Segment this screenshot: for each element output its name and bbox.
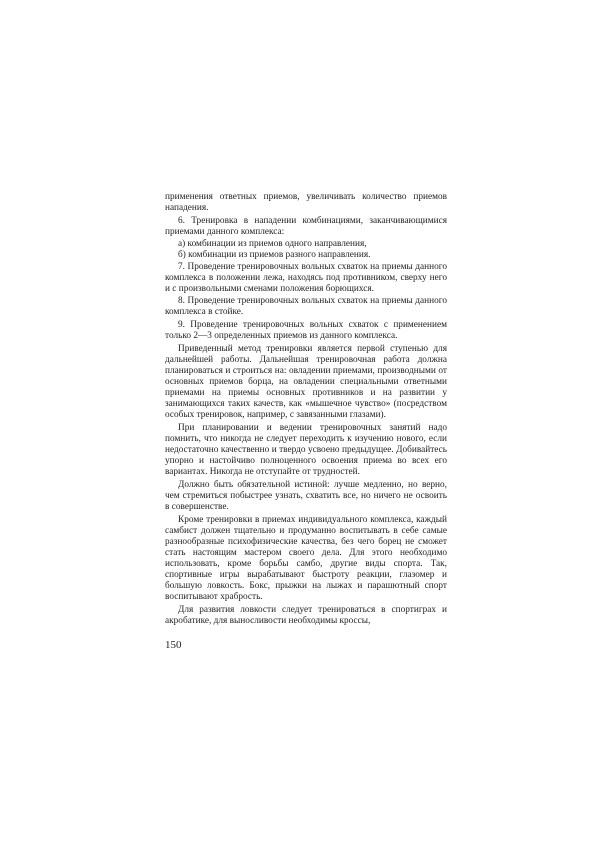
paragraph-continuation: применения ответных приемов, увеличивать количество приемов нападения. — [165, 192, 447, 214]
paragraph-agility: Для развития ловкости следует тренироваться в спортиграх и акробатике, для выносливости необходимы кроссы, — [165, 604, 447, 626]
paragraph-item-9: 9. Проведение тренировочных вольных схваток с применением только 2—3 определенных приемов из данного комплекса. — [165, 320, 447, 342]
paragraph-item-6a: а) комбинации из приемов одного направления, — [178, 239, 367, 250]
page-number: 150 — [165, 639, 182, 651]
paragraph-truth: Должно быть обязательной истиной: лучше медленно, но верно, чем стремиться побыстрее узнать, схватить все, но ничего не освоить в совершенстве. — [165, 479, 447, 513]
paragraph-planning: При планировании и ведении тренировочных занятий надо помнить, что никогда не следует переходить к изучению нового, если недостаточно качественно и твердо усвоено предыдущее. Добивайтесь упорно и настойчиво полноценного освоения приема во всех его вариантах. Никогда не отступайте от трудностей. — [165, 422, 447, 478]
paragraph-training-method: Приведенный метод тренировки является первой ступенью для дальнейшей работы. Дальнейшая тренировочная работа должна планироваться и строиться на: овладении приемами, производными от основных приемов борца, на овладении специальными ответными приемами на приемы основных противников и на развитии у занимающихся таких качеств, как «мышечное чувство» (посредством особых тренировок, например, с завязанными глазами). — [165, 343, 447, 421]
paragraph-item-8: 8. Проведение тренировочных вольных схваток на приемы данного комплекса в стойке. — [165, 296, 447, 318]
paragraph-item-7: 7. Проведение тренировочных вольных схваток на приемы данного комплекса в положении лежа, находясь под противником, сверху него и с произвольными сменами положения борющихся. — [165, 261, 447, 294]
paragraph-qualities: Кроме тренировки в приемах индивидуального комплекса, каждый самбист должен тщательно и продуманно воспитывать в себе самые разнообразные психофизические качества, без чего борец не сможет стать настоящим мастером своего дела. Для этого необходимо использовать, кроме борьбы самбо, другие виды спорта. Так, спортивные игры вырабатывают быстроту реакции, глазомер и большую ловкость. Бокс, прыжки на лыжах и парашютный спорт воспитывают храбрость. — [165, 514, 447, 603]
page-text-block — [165, 192, 447, 629]
paragraph-item-6: 6. Тренировка в нападении комбинациями, заканчивающимися приемами данного комплекса: — [165, 215, 447, 237]
paragraph-item-6b: б) комбинации из приемов разного направления. — [178, 250, 371, 261]
